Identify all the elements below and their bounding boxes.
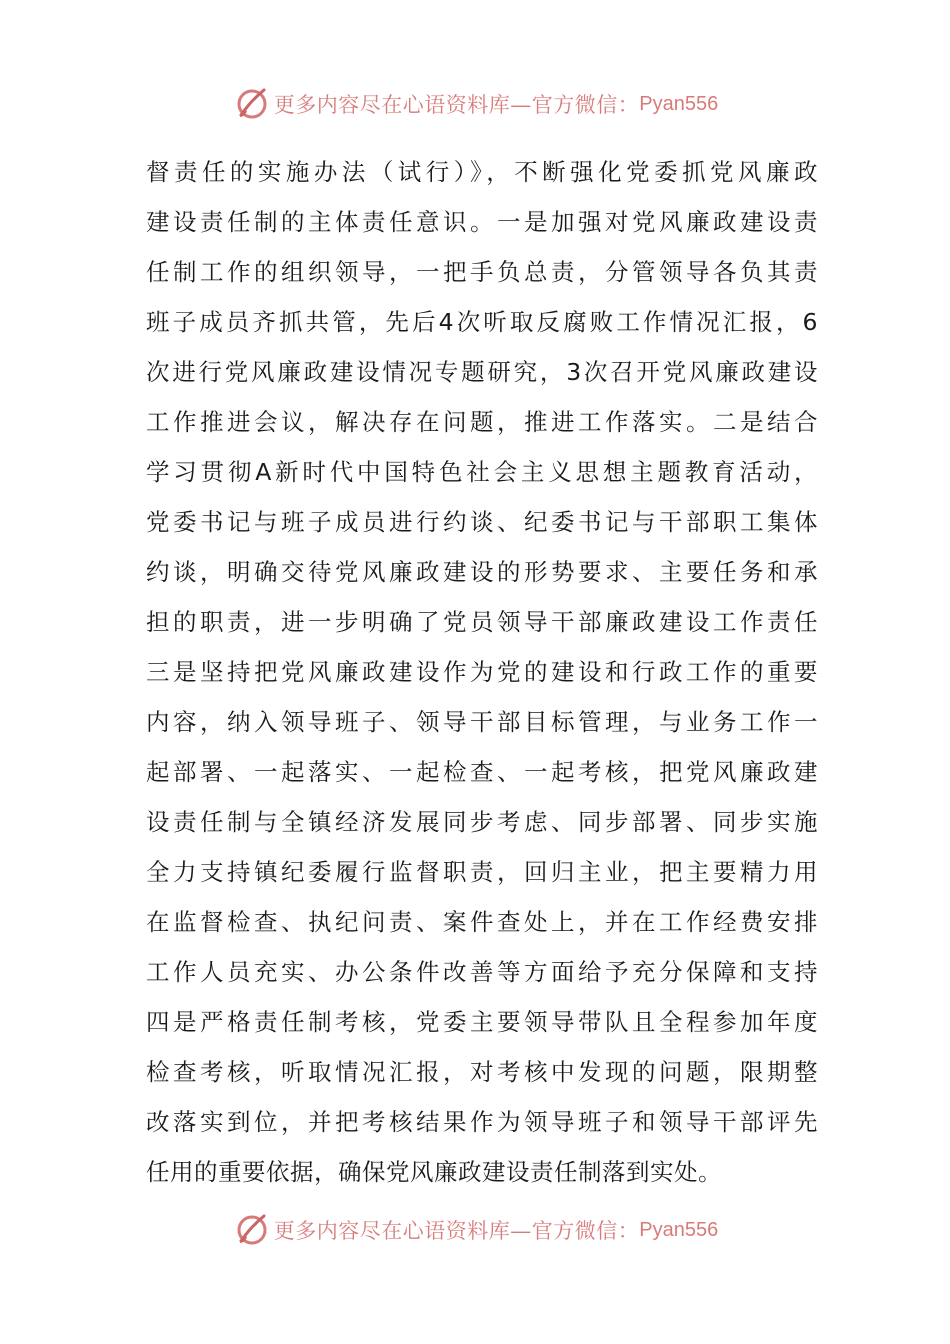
body-line: 班子成员齐抓共管，先后4次听取反腐败工作情况汇报，6 bbox=[146, 308, 818, 336]
body-line: 三是坚持把党风廉政建设作为党的建设和行政工作的重要 bbox=[146, 658, 818, 686]
header-wechat-id: Pyan556 bbox=[639, 92, 719, 115]
body-line-last: 任用的重要依据，确保党风廉政建设责任制落到实处。 bbox=[146, 1158, 722, 1186]
body-line: 次进行党风廉政建设情况专题研究，3次召开党风廉政建设 bbox=[146, 358, 818, 386]
body-line: 在监督检查、执纪问责、案件查处上，并在工作经费安排 bbox=[146, 908, 818, 936]
body-line: 任制工作的组织领导，一把手负总责，分管领导各负其责 bbox=[146, 258, 818, 286]
body-line: 四是严格责任制考核，党委主要领导带队且全程参加年度 bbox=[146, 1008, 818, 1036]
body-line: 学习贯彻A新时代中国特色社会主义思想主题教育活动， bbox=[146, 458, 818, 486]
body-line: 建设责任制的主体责任意识。一是加强对党风廉政建设责 bbox=[146, 208, 818, 236]
body-line: 检查考核，听取情况汇报，对考核中发现的问题，限期整 bbox=[146, 1058, 818, 1086]
footer-banner bbox=[0, 1208, 950, 1252]
body-line: 工作推进会议，解决存在问题，推进工作落实。二是结合 bbox=[146, 408, 818, 436]
footer-wechat-id: Pyan556 bbox=[639, 1218, 719, 1241]
body-line: 内容，纳入领导班子、领导干部目标管理，与业务工作一 bbox=[146, 708, 818, 736]
body-line: 督责任的实施办法（试行）》，不断强化党委抓党风廉政 bbox=[146, 158, 818, 186]
body-line: 起部署、一起落实、一起检查、一起考核，把党风廉政建 bbox=[146, 758, 818, 786]
body-line: 担的职责，进一步明确了党员领导干部廉政建设工作责任 bbox=[146, 608, 818, 636]
body-line: 全力支持镇纪委履行监督职责，回归主业，把主要精力用 bbox=[146, 858, 818, 886]
header-banner-text: 更多内容尽在心语资料库—官方微信： bbox=[273, 93, 640, 117]
brush-logo-icon bbox=[232, 84, 272, 124]
brush-logo-icon bbox=[232, 1210, 272, 1250]
header-banner bbox=[0, 82, 950, 126]
body-line: 约谈，明确交待党风廉政建设的形势要求、主要任务和承 bbox=[146, 558, 818, 586]
footer-banner-text: 更多内容尽在心语资料库—官方微信： bbox=[273, 1219, 640, 1243]
body-line: 工作人员充实、办公条件改善等方面给予充分保障和支持 bbox=[146, 958, 818, 986]
body-line: 党委书记与班子成员进行约谈、纪委书记与干部职工集体 bbox=[146, 508, 818, 536]
body-line: 设责任制与全镇经济发展同步考虑、同步部署、同步实施 bbox=[146, 808, 818, 836]
body-line: 改落实到位，并把考核结果作为领导班子和领导干部评先 bbox=[146, 1108, 818, 1136]
document-body bbox=[146, 147, 818, 1197]
